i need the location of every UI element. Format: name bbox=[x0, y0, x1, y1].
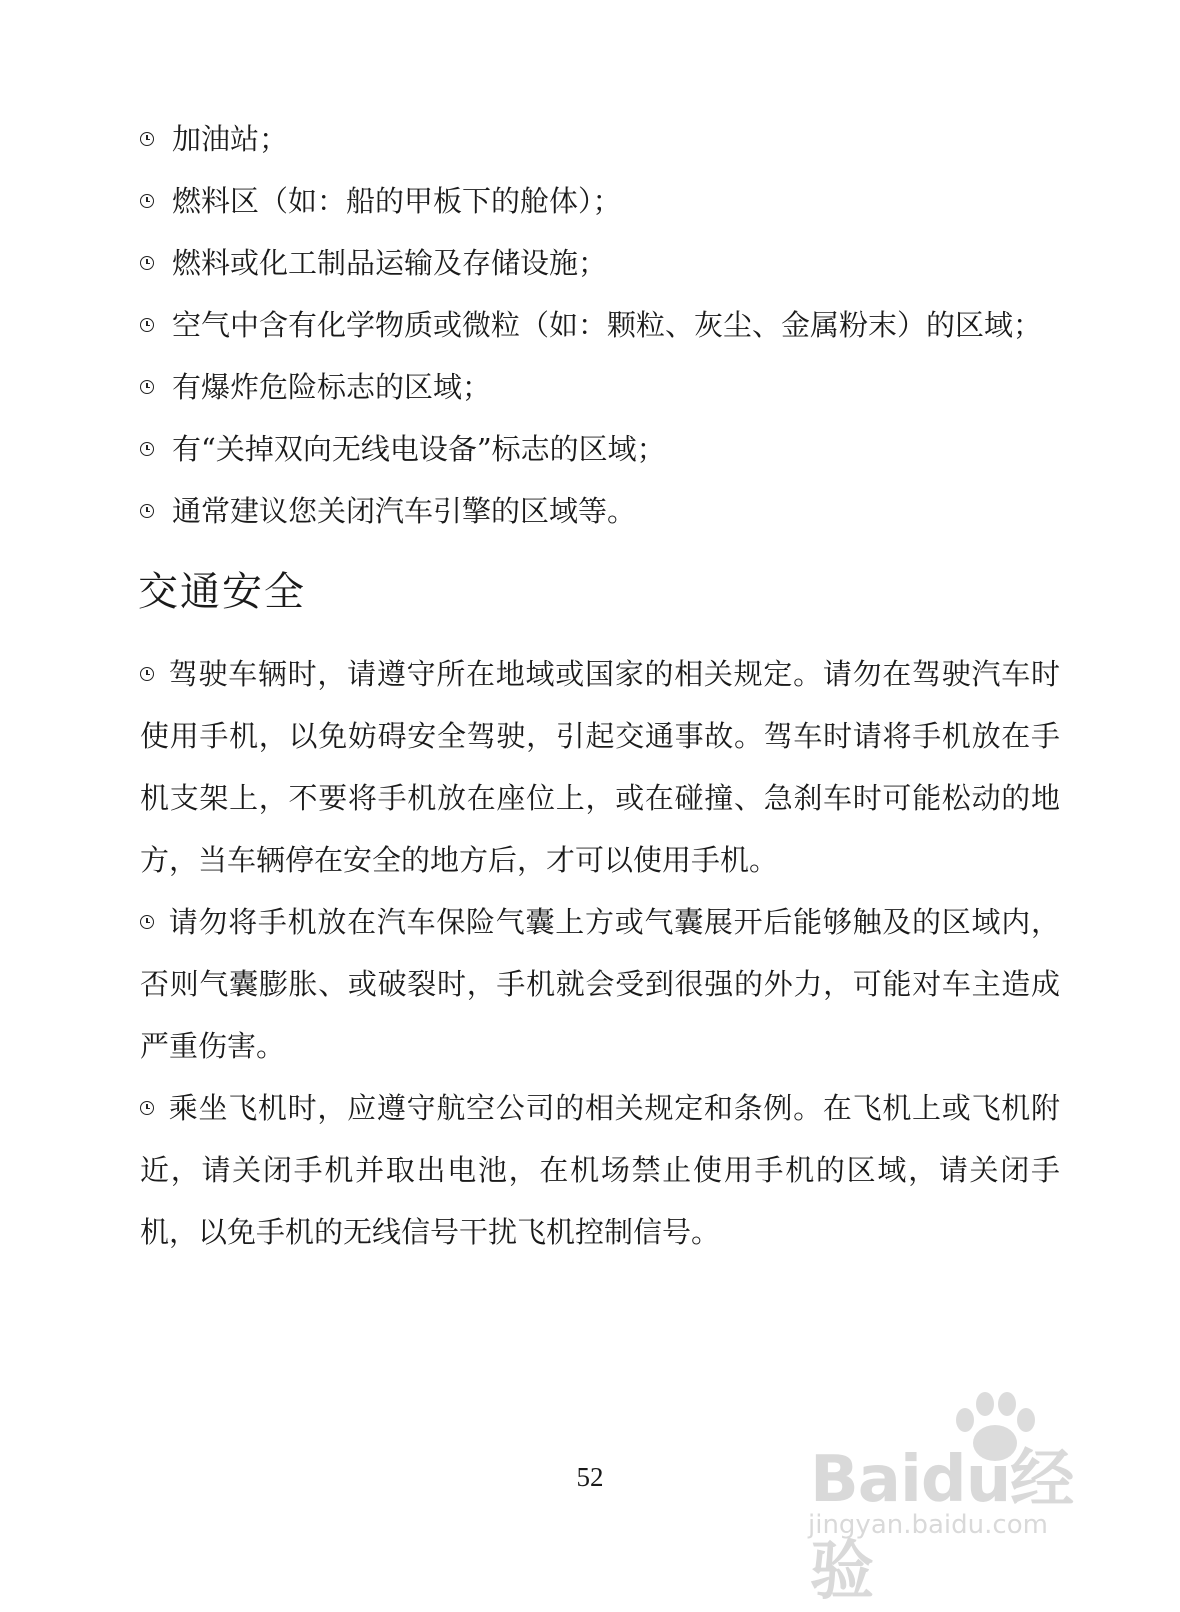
watermark-url: jingyan.baidu.com bbox=[808, 1510, 1048, 1540]
baidu-watermark bbox=[790, 1388, 1120, 1609]
paragraph bbox=[140, 891, 1060, 1077]
list-item-text: 加油站； bbox=[172, 121, 289, 156]
watermark-brand: Baidu经验 bbox=[810, 1443, 1074, 1609]
clock-icon bbox=[140, 1101, 154, 1115]
list-item bbox=[140, 480, 1100, 542]
page-number: 52 bbox=[576, 1462, 604, 1492]
section-title: 交通安全 bbox=[138, 569, 306, 615]
paragraph bbox=[140, 643, 1060, 891]
list-item-text: 燃料区（如：船的甲板下的舱体）； bbox=[172, 183, 622, 218]
clock-icon bbox=[140, 667, 154, 681]
list-item bbox=[140, 418, 1100, 480]
list-item bbox=[140, 232, 1100, 294]
clock-icon bbox=[140, 194, 154, 208]
list-item bbox=[140, 170, 1100, 232]
paragraph-text: 驾驶车辆时，请遵守所在地域或国家的相关规定。请勿在驾驶汽车时使用手机，以免妨碍安全驾驶，引起交通事故。驾车时请将手机放在手机支架上，不要将手机放在座位上，或在碰撞、急刹车时可能松动的地方，当车辆停在安全的地方后，才可以使用手机。 bbox=[140, 657, 1060, 877]
clock-icon bbox=[140, 256, 154, 270]
clock-icon bbox=[140, 915, 154, 929]
clock-icon bbox=[140, 380, 154, 394]
list-item-text: 有爆炸危险标志的区域； bbox=[172, 369, 492, 404]
list-item-text: 有“关掉双向无线电设备”标志的区域； bbox=[172, 431, 666, 466]
list-item-text: 通常建议您关闭汽车引擎的区域等。 bbox=[172, 493, 637, 528]
clock-icon bbox=[140, 504, 154, 518]
list-item bbox=[140, 294, 1100, 356]
paragraph-text: 请勿将手机放在汽车保险气囊上方或气囊展开后能够触及的区域内，否则气囊膨胀、或破裂时，手机就会受到很强的外力，可能对车主造成严重伤害。 bbox=[140, 905, 1060, 1063]
list-item bbox=[140, 356, 1100, 418]
clock-icon bbox=[140, 442, 154, 456]
clock-icon bbox=[140, 318, 154, 332]
paragraph-text: 乘坐飞机时，应遵守航空公司的相关规定和条例。在飞机上或飞机附近，请关闭手机并取出电池，在机场禁止使用手机的区域，请关闭手机，以免手机的无线信号干扰飞机控制信号。 bbox=[140, 1091, 1060, 1249]
paragraph bbox=[140, 1077, 1060, 1263]
list-item bbox=[140, 108, 1100, 170]
list-item-text: 燃料或化工制品运输及存储设施； bbox=[172, 245, 608, 280]
hazard-area-list bbox=[140, 108, 1100, 542]
clock-icon bbox=[140, 132, 154, 146]
list-item-text: 空气中含有化学物质或微粒（如：颗粒、灰尘、金属粉末）的区域； bbox=[172, 307, 1043, 342]
traffic-safety-section bbox=[140, 643, 1060, 1263]
